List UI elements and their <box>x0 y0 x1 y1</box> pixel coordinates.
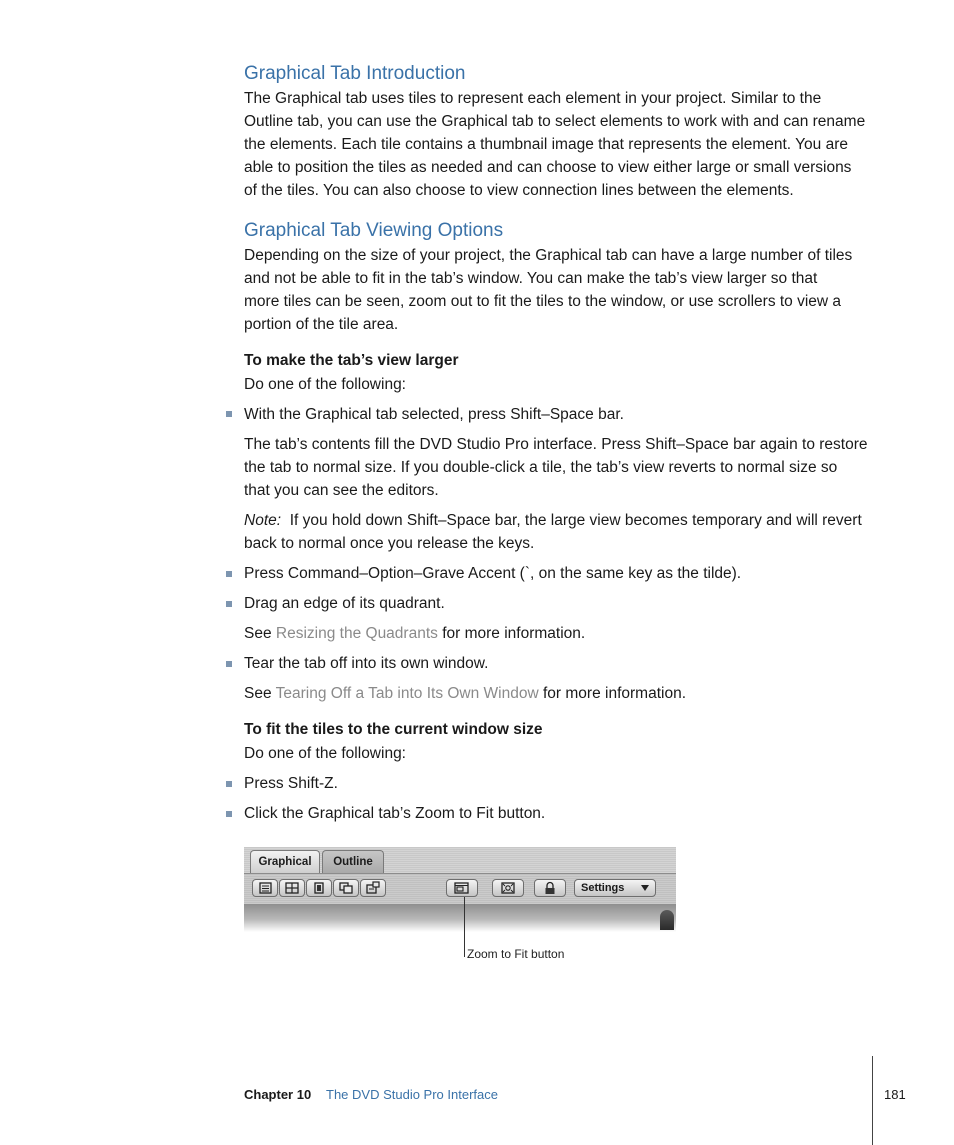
bullet-square-icon <box>226 571 232 577</box>
view-mode-button[interactable] <box>252 879 278 897</box>
more-info-text: for more information. <box>442 625 586 642</box>
bullet-square-icon <box>226 601 232 607</box>
text-line: portion of the tile area. <box>244 316 399 333</box>
text-line: that you can see the editors. <box>244 482 439 499</box>
more-info-text: for more information. <box>543 685 686 702</box>
text-line: The Graphical tab uses tiles to represent each element in your project. Similar to the <box>244 90 822 107</box>
note-label: Note: <box>244 512 282 529</box>
zoom-to-fit-button[interactable] <box>446 879 478 897</box>
section-heading-viewing-options: Graphical Tab Viewing Options <box>244 220 504 241</box>
see-label: See <box>244 625 272 642</box>
zoom-to-fit-icon <box>447 880 477 896</box>
lock-button[interactable] <box>534 879 566 897</box>
bullet-item-tear-off: Tear the tab off into its own window. <box>244 655 489 672</box>
bullet-item-shift-space: With the Graphical tab selected, press Shift–Space bar. <box>244 406 624 423</box>
chevron-down-icon <box>641 885 649 891</box>
tab-graphical[interactable]: Graphical <box>250 850 320 873</box>
arrange-tiles-button[interactable] <box>279 879 305 897</box>
tab-toolbar <box>244 874 676 904</box>
link-tearing-off-tab[interactable]: Tearing Off a Tab into Its Own Window <box>275 685 539 702</box>
connection-lines-button[interactable] <box>360 879 386 897</box>
see-also-resizing <box>244 622 876 645</box>
note-paragraph <box>244 509 876 555</box>
paragraph-viewing-options <box>244 244 876 336</box>
bullet-detail-paragraph <box>244 433 876 502</box>
stacked-tiles-button[interactable] <box>333 879 359 897</box>
text-line: The tab’s contents fill the DVD Studio Pro interface. Press Shift–Space bar again to restore <box>244 436 868 453</box>
connection-lines-icon <box>361 880 385 896</box>
callout-label: Zoom to Fit button <box>467 947 565 961</box>
text-line: more tiles can be seen, zoom out to fit the tiles to the window, or use scrollers to view a <box>244 293 842 310</box>
graphical-tab-screenshot <box>244 847 676 932</box>
text-line: and not be able to fit in the tab’s window. You can make the tab’s view larger so that <box>244 270 818 287</box>
scroller-corner-icon[interactable] <box>660 910 674 930</box>
see-label: See <box>244 685 272 702</box>
text-line: the tab to normal size. If you double-click a tile, the tab’s view reverts to normal size so <box>244 459 838 476</box>
single-tile-icon <box>307 880 331 896</box>
bullet-item-shift-z: Press Shift-Z. <box>244 775 338 792</box>
zoom-icon <box>493 880 523 896</box>
text-line: of the tiles. You can also choose to view connection lines between the elements. <box>244 182 794 199</box>
text-line: the elements. Each tile contains a thumbnail image that represents the element. You are <box>244 136 849 153</box>
task-title-view-larger: To make the tab’s view larger <box>244 352 459 369</box>
task-title-fit-tiles: To fit the tiles to the current window size <box>244 721 543 738</box>
link-resizing-quadrants[interactable]: Resizing the Quadrants <box>275 625 438 642</box>
task-intro: Do one of the following: <box>244 376 406 393</box>
note-text: If you hold down Shift–Space bar, the large view becomes temporary and will revert <box>289 512 862 529</box>
bullet-square-icon <box>226 661 232 667</box>
bullet-item-drag-edge: Drag an edge of its quadrant. <box>244 595 445 612</box>
bullet-square-icon <box>226 781 232 787</box>
footer-divider <box>872 1056 873 1145</box>
note-line <box>244 509 876 532</box>
tab-outline[interactable]: Outline <box>322 850 384 873</box>
bullet-square-icon <box>226 411 232 417</box>
lock-icon <box>535 880 565 896</box>
stacked-tiles-icon <box>334 880 358 896</box>
page-number: 181 <box>884 1087 906 1102</box>
text-line: able to position the tiles as needed and can choose to view either large or small versions <box>244 159 852 176</box>
tile-size-button[interactable] <box>306 879 332 897</box>
zoom-button[interactable] <box>492 879 524 897</box>
paragraph-introduction <box>244 87 876 202</box>
text-line: Outline tab, you can use the Graphical tab to select elements to work with and can rename <box>244 113 866 130</box>
settings-popup-button[interactable] <box>574 879 656 897</box>
section-heading-introduction: Graphical Tab Introduction <box>244 63 466 84</box>
task-intro: Do one of the following: <box>244 745 406 762</box>
footer-chapter: Chapter 10 <box>244 1087 312 1102</box>
bullet-square-icon <box>226 811 232 817</box>
tile-list-icon <box>253 880 277 896</box>
bullet-item-grave-accent: Press Command–Option–Grave Accent (`, on the same key as the tilde). <box>244 565 742 582</box>
bullet-item-zoom-to-fit: Click the Graphical tab’s Zoom to Fit button. <box>244 805 546 822</box>
callout-line <box>464 897 465 957</box>
text-line: Depending on the size of your project, the Graphical tab can have a large number of tiles <box>244 247 853 264</box>
note-line: back to normal once you release the keys. <box>244 535 535 552</box>
tile-grid-icon <box>280 880 304 896</box>
footer-chapter-title: The DVD Studio Pro Interface <box>326 1087 498 1102</box>
tab-bar <box>244 847 676 874</box>
see-also-tearing <box>244 682 876 705</box>
settings-label: Settings <box>581 882 625 894</box>
tile-area-edge <box>244 904 676 932</box>
